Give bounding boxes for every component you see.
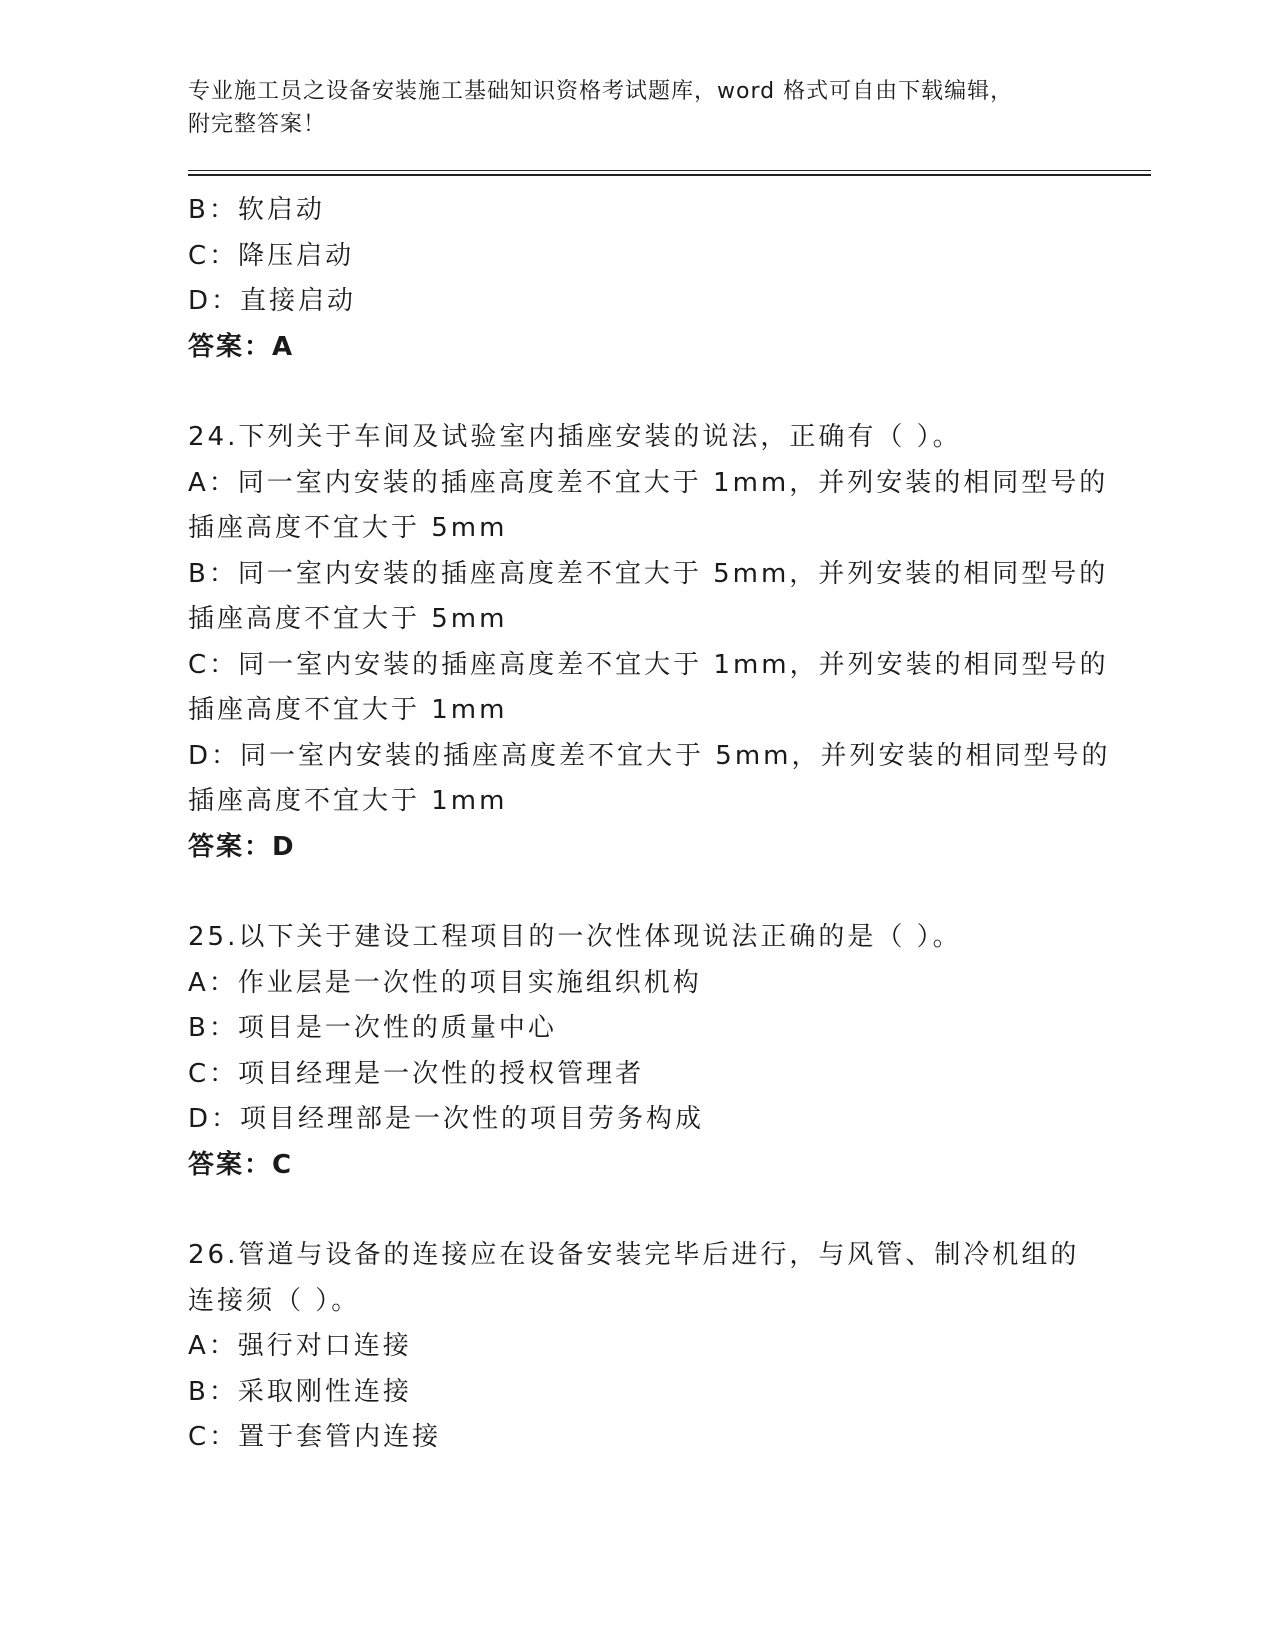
q26-option-c: C：置于套管内连接 [188,1422,442,1452]
q25-stem: 25.以下关于建设工程项目的一次性体现说法正确的是（ ）。 [188,922,962,952]
question-25 [188,915,1088,1188]
q24-option-d-line-1: D：同一室内安装的插座高度差不宜大于 5mm，并列安装的相同型号的 [188,740,1111,771]
q23-option-c: C：降压启动 [188,240,355,271]
q24-option-d-line-2: 插座高度不宜大于 1mm [188,786,508,816]
header-divider-thick [188,174,1151,176]
q24-option-c-line-2: 插座高度不宜大于 1mm [188,695,508,725]
q23-option-d: D：直接启动 [188,286,357,316]
q25-option-a: A：作业层是一次性的项目实施组织机构 [188,967,702,998]
q25-option-b: B：项目是一次性的质量中心 [188,1013,557,1043]
q24-option-a-line-2: 插座高度不宜大于 5mm [188,513,508,543]
spacer [188,870,1088,915]
header-title-line-2: 附完整答案！ [188,112,327,137]
question-23 [188,188,1088,370]
document-header [188,75,1088,141]
q24-option-b-line-2: 插座高度不宜大于 5mm [188,604,508,634]
q25-option-c: C：项目经理是一次性的授权管理者 [188,1058,645,1089]
question-content [188,188,1111,1461]
spacer [188,370,1088,415]
spacer [188,1188,1088,1233]
question-24 [188,415,1111,870]
q25-option-d: D：项目经理部是一次性的项目劳务构成 [188,1104,705,1134]
q24-answer: 答案：D [188,831,296,862]
header-divider-thin [188,170,1151,171]
q26-stem-line-1: 26.管道与设备的连接应在设备安装完毕后进行，与风管、制冷机组的 [188,1240,1080,1270]
q24-option-b-line-1: B：同一室内安装的插座高度差不宜大于 5mm，并列安装的相同型号的 [188,558,1109,589]
question-26 [188,1233,1088,1461]
q26-option-b: B：采取刚性连接 [188,1376,412,1407]
q24-stem: 24.下列关于车间及试验室内插座安装的说法，正确有（ ）。 [188,422,962,452]
q23-answer: 答案：A [188,331,295,362]
q23-option-b: B：软启动 [188,195,325,225]
header-title-line-1: 专业施工员之设备安装施工基础知识资格考试题库，word 格式可自由下载编辑， [188,79,1014,104]
q26-option-a: A：强行对口连接 [188,1331,412,1361]
q26-stem-line-2: 连接须（ ）。 [188,1285,361,1316]
q24-option-a-line-1: A：同一室内安装的插座高度差不宜大于 1mm，并列安装的相同型号的 [188,467,1109,498]
q24-option-c-line-1: C：同一室内安装的插座高度差不宜大于 1mm，并列安装的相同型号的 [188,649,1109,680]
q25-answer: 答案：C [188,1149,294,1180]
